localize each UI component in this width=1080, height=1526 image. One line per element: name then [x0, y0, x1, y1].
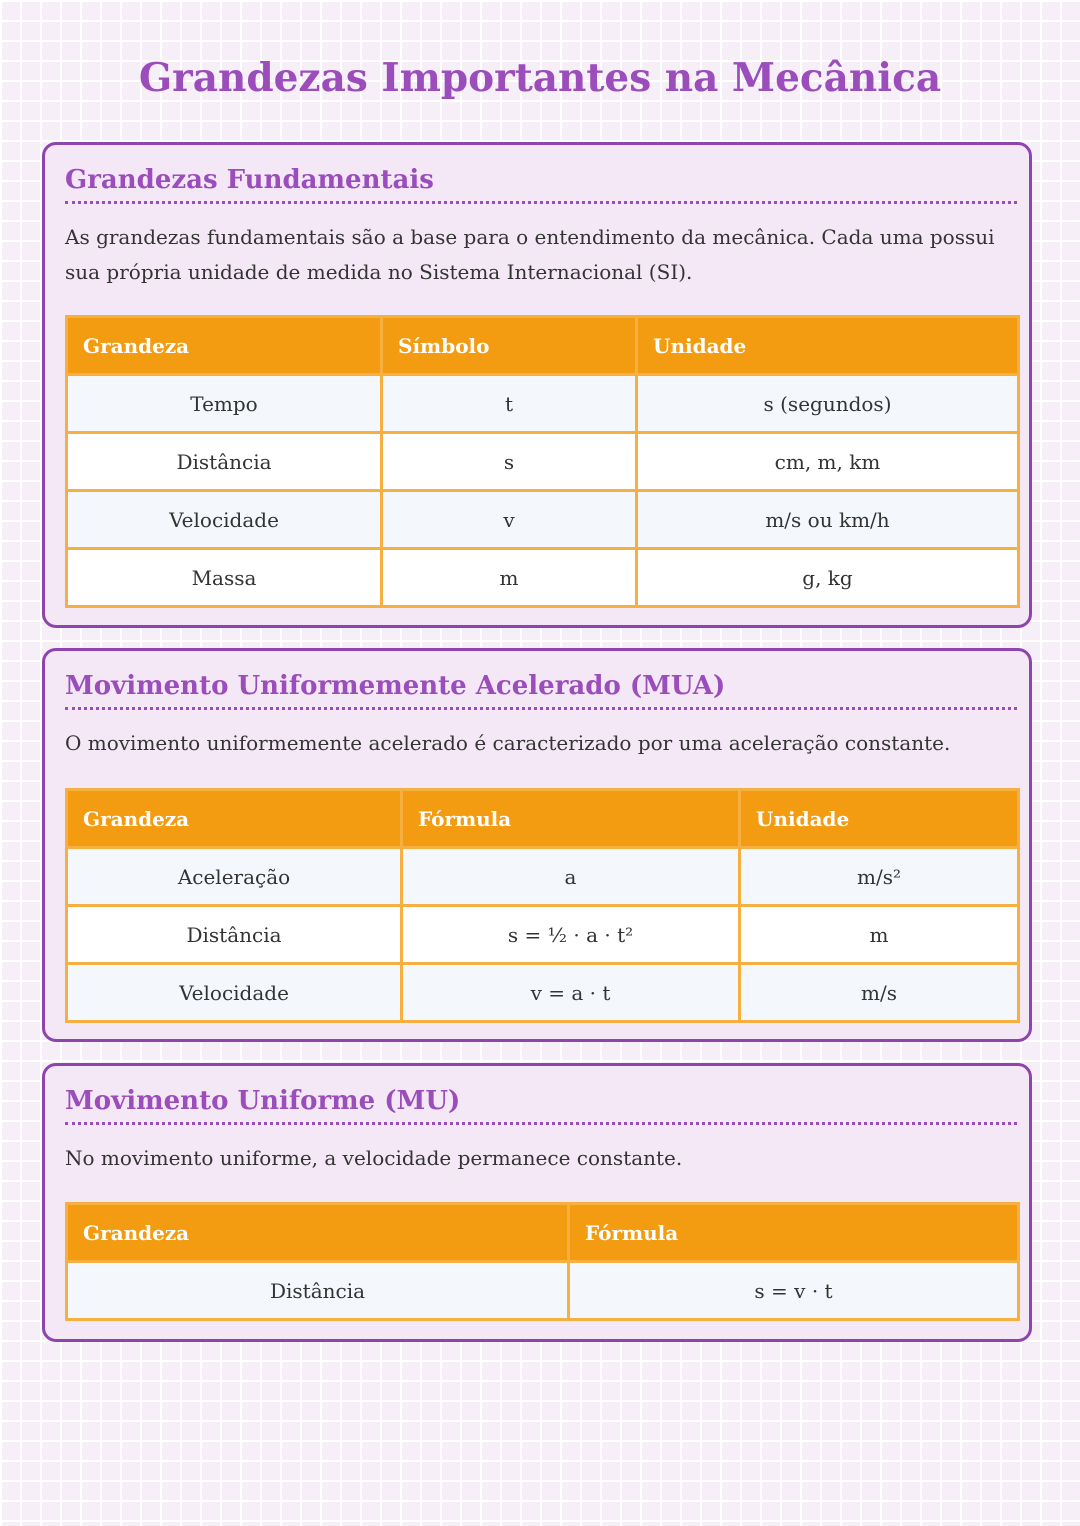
table-cell: v = a · t — [402, 964, 740, 1022]
page-title: Grandezas Importantes na Mecânica — [138, 55, 942, 101]
table-cell: Massa — [67, 549, 382, 607]
table-cell: m/s ou km/h — [637, 491, 1019, 549]
section-title: Grandezas Fundamentais — [65, 165, 1017, 204]
table-cell: a — [402, 848, 740, 906]
table-cell: t — [382, 375, 637, 433]
section-text: As grandezas fundamentais são a base para o entendimento da mecânica. Cada uma possui sua própria unidade de medida no Sistema Internacional (SI). — [65, 225, 995, 284]
table-header-row — [67, 1204, 1019, 1262]
table-row — [67, 433, 1019, 491]
column-header: Grandeza — [67, 1204, 569, 1262]
mua-table — [65, 788, 1020, 1023]
column-header: Unidade — [637, 317, 1019, 375]
column-header: Grandeza — [67, 790, 402, 848]
table-row — [67, 964, 1019, 1022]
table-row — [67, 375, 1019, 433]
section-mua — [42, 648, 1032, 1042]
fundamentals-table — [65, 315, 1020, 608]
table-cell: s = ½ · a · t² — [402, 906, 740, 964]
section-title: Movimento Uniformemente Acelerado (MUA) — [65, 671, 1017, 710]
table-row — [67, 906, 1019, 964]
column-header: Fórmula — [402, 790, 740, 848]
section-text: O movimento uniformemente acelerado é caracterizado por uma aceleração constante. — [65, 731, 951, 755]
table-cell: m — [382, 549, 637, 607]
table-cell: Velocidade — [67, 964, 402, 1022]
table-header-row — [67, 790, 1019, 848]
table-cell: Velocidade — [67, 491, 382, 549]
table-cell: s (segundos) — [637, 375, 1019, 433]
section-grandezas-fundamentais — [42, 142, 1032, 628]
mu-table — [65, 1202, 1020, 1321]
table-cell: m/s² — [740, 848, 1019, 906]
column-header: Unidade — [740, 790, 1019, 848]
table-cell: s = v · t — [569, 1262, 1019, 1320]
column-header: Símbolo — [382, 317, 637, 375]
table-cell: cm, m, km — [637, 433, 1019, 491]
section-text: No movimento uniforme, a velocidade permanece constante. — [65, 1146, 683, 1170]
table-cell: g, kg — [637, 549, 1019, 607]
table-cell: Aceleração — [67, 848, 402, 906]
table-row — [67, 549, 1019, 607]
table-header-row — [67, 317, 1019, 375]
table-row — [67, 1262, 1019, 1320]
table-cell: m — [740, 906, 1019, 964]
column-header: Grandeza — [67, 317, 382, 375]
section-mu — [42, 1063, 1032, 1342]
table-cell: Tempo — [67, 375, 382, 433]
table-cell: Distância — [67, 433, 382, 491]
table-row — [67, 848, 1019, 906]
column-header: Fórmula — [569, 1204, 1019, 1262]
table-cell: v — [382, 491, 637, 549]
table-cell: Distância — [67, 1262, 569, 1320]
table-cell: s — [382, 433, 637, 491]
table-cell: m/s — [740, 964, 1019, 1022]
table-row — [67, 491, 1019, 549]
section-title: Movimento Uniforme (MU) — [65, 1086, 1017, 1125]
table-cell: Distância — [67, 906, 402, 964]
